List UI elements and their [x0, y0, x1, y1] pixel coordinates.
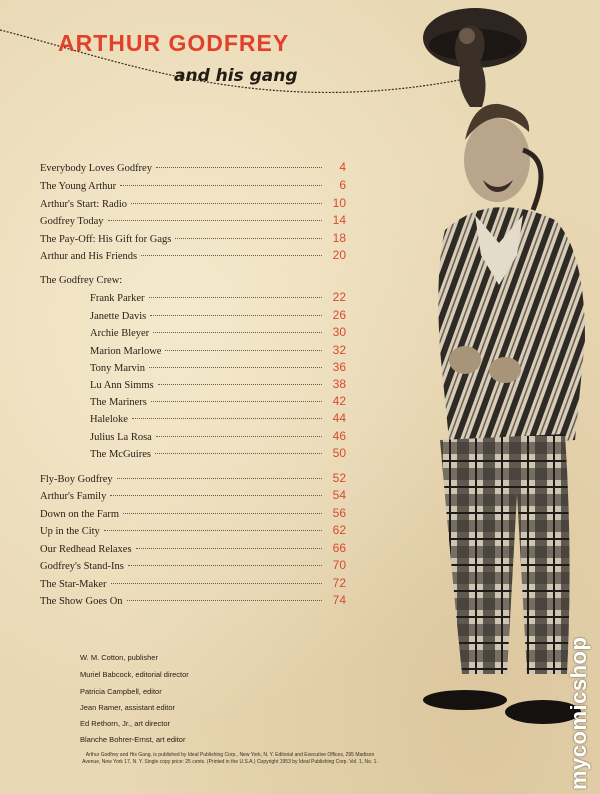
toc-entry-label: Frank Parker — [90, 293, 145, 304]
toc-leader-dots — [131, 203, 322, 204]
toc-entry-label: The Star-Maker — [40, 579, 107, 590]
toc-leader-dots — [155, 453, 322, 454]
watermark-text: mycomicshop — [566, 636, 591, 790]
toc-entry-label: The Mariners — [90, 397, 147, 408]
toc-page-number: 50 — [332, 446, 346, 460]
toc-entry[interactable] — [40, 558, 346, 574]
toc-entry-label: Lu Ann Simms — [90, 380, 154, 391]
toc-leader-dots — [108, 220, 322, 221]
credit-line: Jean Ramer, assistant editor — [80, 703, 176, 712]
toc-entry[interactable] — [90, 308, 346, 324]
toc-leader-dots — [165, 350, 322, 351]
toc-leader-dots — [104, 530, 322, 531]
toc-entry[interactable] — [90, 429, 346, 445]
toc-entry[interactable] — [40, 506, 346, 522]
toc-entry-label: Arthur's Family — [40, 491, 107, 502]
toc-entry[interactable] — [40, 488, 346, 504]
toc-page-number: 10 — [332, 196, 346, 210]
toc-leader-dots — [156, 436, 322, 437]
toc-leader-dots — [111, 583, 322, 584]
toc-entry[interactable] — [40, 213, 346, 229]
toc-entry-label: Godfrey's Stand-Ins — [40, 561, 124, 572]
toc-page-number: 52 — [332, 471, 346, 485]
credit-line: Blanche Bohrer-Ernst, art editor — [80, 735, 186, 744]
toc-leader-dots — [117, 478, 322, 479]
toc-page-number: 36 — [332, 360, 346, 374]
toc-page-number: 14 — [332, 213, 346, 227]
toc-entry[interactable] — [40, 160, 346, 176]
toc-page-number: 32 — [332, 343, 346, 357]
toc-page-number: 26 — [332, 308, 346, 322]
toc-leader-dots — [123, 513, 322, 514]
toc-entry[interactable] — [90, 446, 346, 462]
crew-section-heading: The Godfrey Crew: — [40, 275, 123, 286]
credit-line: Muriel Babcock, editorial director — [80, 670, 189, 679]
toc-entry-label: Haleloke — [90, 414, 128, 425]
toc-page-number: 42 — [332, 394, 346, 408]
toc-leader-dots — [120, 185, 322, 186]
toc-page-number: 22 — [332, 290, 346, 304]
toc-entry[interactable] — [90, 290, 346, 306]
credit-line: W. M. Cotton, publisher — [80, 653, 158, 662]
toc-entry[interactable] — [40, 593, 346, 609]
toc-entry-label: The Pay-Off: His Gift for Gags — [40, 234, 172, 245]
toc-leader-dots — [141, 255, 322, 256]
toc-page-number: 72 — [332, 576, 346, 590]
toc-entry-label: Tony Marvin — [90, 363, 145, 374]
toc-entry[interactable] — [90, 394, 346, 410]
toc-leader-dots — [153, 332, 322, 333]
toc-page-number: 70 — [332, 558, 346, 572]
toc-entry-label: Godfrey Today — [40, 216, 104, 227]
toc-page-number: 46 — [332, 429, 346, 443]
toc-leader-dots — [149, 297, 322, 298]
toc-entry[interactable] — [40, 196, 346, 212]
toc-page-number: 44 — [332, 411, 346, 425]
credit-line: Ed Rethorn, Jr., art director — [80, 719, 171, 728]
toc-entry[interactable] — [40, 231, 346, 247]
toc-entry-label: Fly-Boy Godfrey — [40, 474, 113, 485]
toc-page-number: 66 — [332, 541, 346, 555]
toc-page-number: 20 — [332, 248, 346, 262]
toc-entry[interactable] — [90, 360, 346, 376]
toc-entry[interactable] — [90, 411, 346, 427]
toc-entry-label: Arthur and His Friends — [40, 251, 138, 262]
toc-page-number: 56 — [332, 506, 346, 520]
toc-entry[interactable] — [90, 343, 346, 359]
toc-entry-label: Down on the Farm — [40, 509, 120, 520]
toc-page-number: 30 — [332, 325, 346, 339]
toc-entry-label: Janette Davis — [90, 311, 147, 322]
toc-entry[interactable] — [40, 523, 346, 539]
toc-leader-dots — [175, 238, 322, 239]
toc-entry-label: Everybody Loves Godfrey — [40, 163, 152, 174]
toc-page-number: 54 — [332, 488, 346, 502]
page-title: ARTHUR GODFREY — [58, 30, 290, 56]
toc-entry-label: The McGuires — [90, 449, 151, 460]
credit-line: Patricia Campbell, editor — [80, 687, 162, 696]
toc-leader-dots — [149, 367, 322, 368]
toc-entry[interactable] — [40, 248, 346, 264]
toc-leader-dots — [128, 565, 322, 566]
publication-fine-print: Arthur Godfrey and His Gang, is published by Ideal Publishing Corp., New York, N. Y. Editorial and Executive Offices, 295 Madison Avenue, New York 17, N. Y. Single copy price: 25 cents. (Printed in the U.S.A.) Copyright 1953 by Ideal Publishing Corp. Vol. 1, No. 1. — [82, 752, 378, 765]
toc-page-number: 62 — [332, 523, 346, 537]
toc-entry-label: Marion Marlowe — [90, 346, 162, 357]
toc-entry-label: Archie Bleyer — [90, 328, 150, 339]
toc-entry[interactable] — [90, 377, 346, 393]
page-subtitle: and his gang — [174, 66, 298, 86]
toc-entry[interactable] — [90, 325, 346, 341]
toc-leader-dots — [132, 418, 322, 419]
toc-page-number: 18 — [332, 231, 346, 245]
toc-entry-label: Up in the City — [40, 526, 100, 537]
toc-entry[interactable] — [40, 576, 346, 592]
toc-leader-dots — [151, 401, 322, 402]
toc-entry[interactable] — [40, 541, 346, 557]
toc-leader-dots — [158, 384, 322, 385]
toc-entry-label: Julius La Rosa — [90, 432, 152, 443]
toc-entry-label: Our Redhead Relaxes — [40, 544, 132, 555]
toc-page-number: 74 — [332, 593, 346, 607]
toc-leader-dots — [156, 167, 322, 168]
toc-entry-label: The Show Goes On — [40, 596, 123, 607]
toc-leader-dots — [127, 600, 322, 601]
toc-leader-dots — [150, 315, 322, 316]
toc-entry-label: Arthur's Start: Radio — [40, 199, 128, 210]
toc-page-number: 38 — [332, 377, 346, 391]
toc-entry-label: The Young Arthur — [40, 181, 117, 192]
toc-leader-dots — [110, 495, 322, 496]
toc-page-number: 4 — [339, 160, 346, 174]
toc-entry[interactable] — [40, 471, 346, 487]
toc-page-number: 6 — [339, 178, 346, 192]
toc-entry[interactable] — [40, 178, 346, 194]
toc-leader-dots — [136, 548, 322, 549]
